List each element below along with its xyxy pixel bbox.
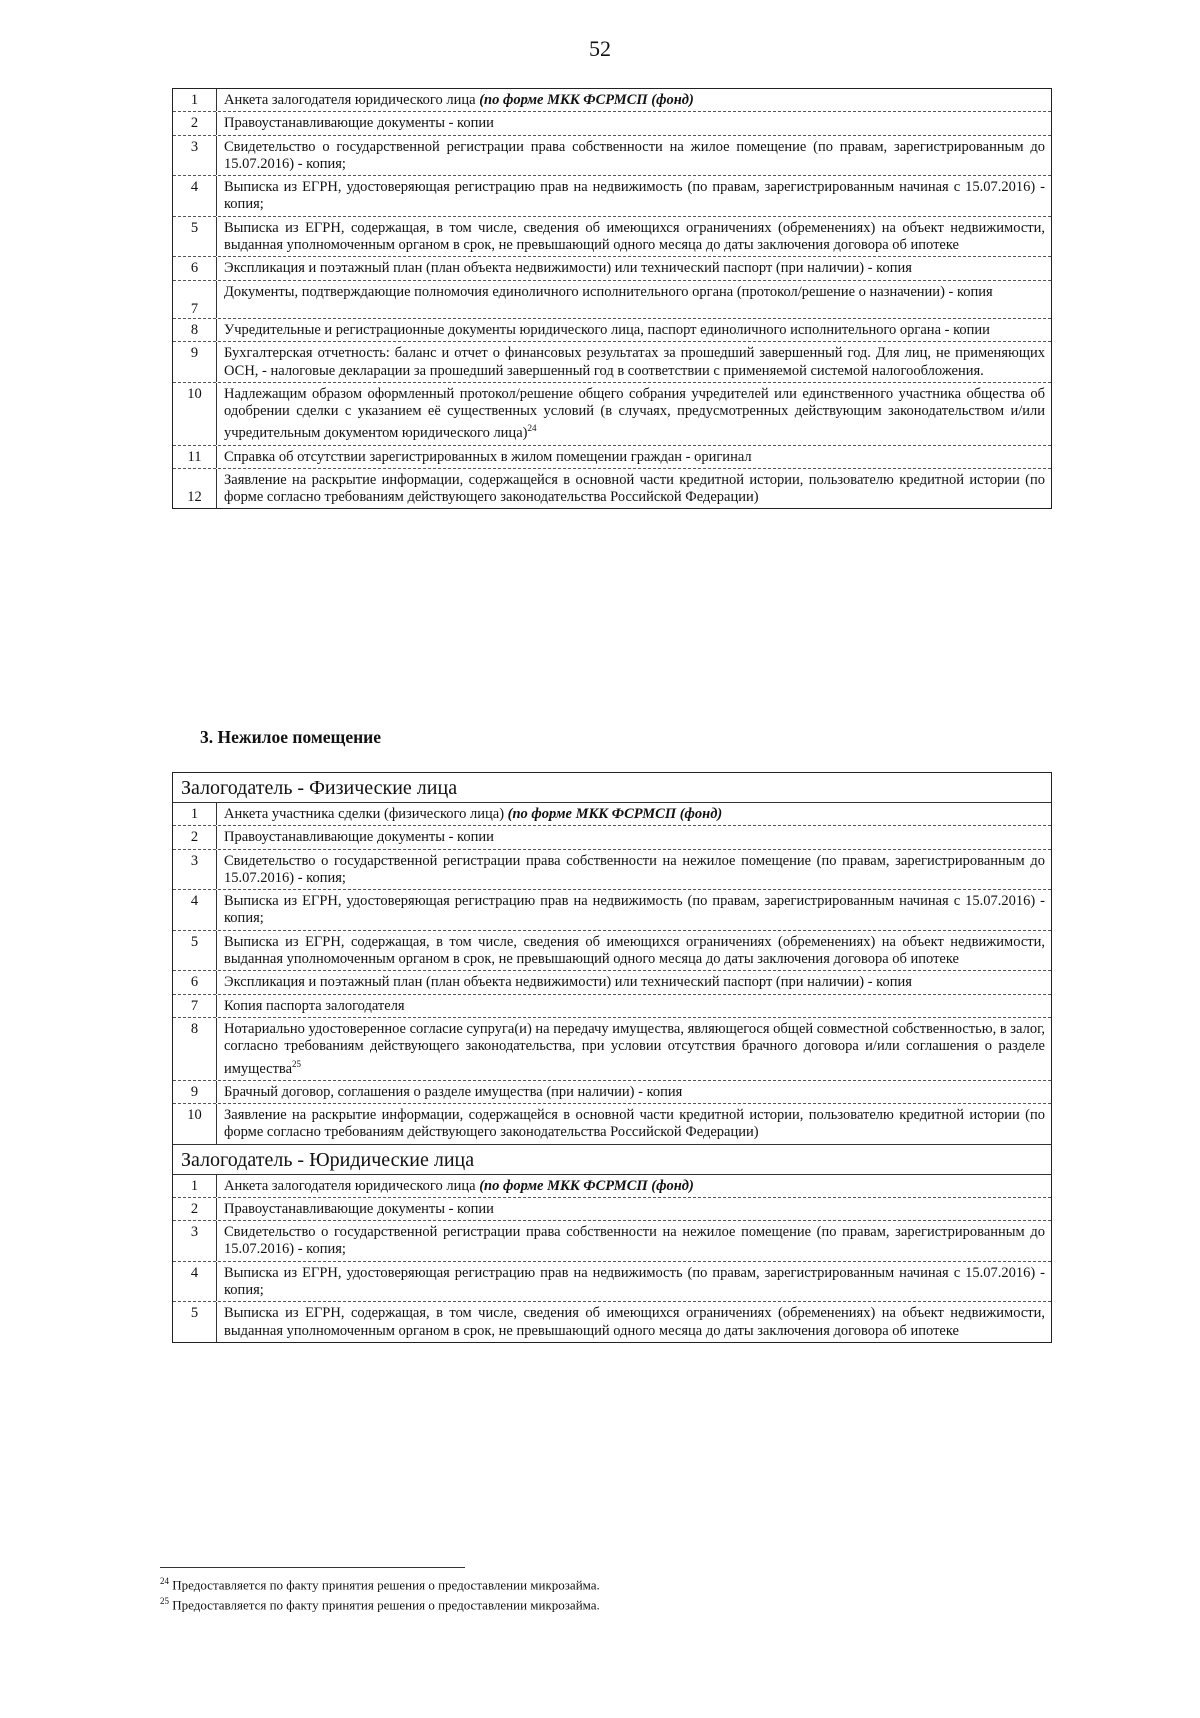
table-row (173, 1302, 1051, 1342)
table-row (173, 1221, 1051, 1262)
row-number: 1 (173, 803, 217, 825)
row-text: Анкета участника сделки (физического лица) (по форме МКК ФСРМСП (фонд) (224, 806, 723, 822)
footnote-separator (160, 1567, 465, 1568)
row-number: 10 (173, 1104, 217, 1144)
row-number: 4 (173, 1262, 217, 1302)
table-row (173, 971, 1051, 994)
table-row (173, 931, 1051, 972)
row-text: Бухгалтерская отчетность: баланс и отчет о финансовых результатах за прошедший завершенный год. Для лиц, не применяющих ОСН, - налоговые декларации за прошедший завершенный год в соответствии с применяемой системой налогообложения. (224, 345, 1045, 379)
row-text: Анкета залогодателя юридического лица (по форме МКК ФСРМСП (фонд) (224, 92, 694, 108)
table-row (173, 1262, 1051, 1303)
table-row (173, 850, 1051, 891)
table-row (173, 136, 1051, 177)
row-text: Выписка из ЕГРН, удостоверяющая регистрацию прав на недвижимость (по правам, зарегистрированным начиная с 15.07.2016) - копия; (224, 893, 1045, 927)
row-text: Заявление на раскрытие информации, содержащейся в основной части кредитной истории, пользователю кредитной истории (по форме согласно требованиям действующего законодательства Российской Федерации) (224, 471, 1045, 506)
table-row (173, 112, 1051, 135)
row-number: 10 (173, 383, 217, 445)
row-text: Выписка из ЕГРН, удостоверяющая регистрацию прав на недвижимость (по правам, зарегистрированным начиная с 15.07.2016) - копия; (224, 179, 1045, 213)
row-number: 3 (173, 850, 217, 890)
row-number: 6 (173, 971, 217, 993)
row-number: 5 (173, 931, 217, 971)
table-row (173, 383, 1051, 446)
row-number: 6 (173, 257, 217, 279)
row-number: 2 (173, 826, 217, 848)
row-text: Свидетельство о государственной регистрации права собственности на жилое помещение (по правам, зарегистрированным до 15.07.2016) - копия; (224, 138, 1045, 172)
row-number: 4 (173, 890, 217, 930)
table-row (173, 1175, 1051, 1198)
row-text: Выписка из ЕГРН, содержащая, в том числе, сведения об имеющихся ограничениях (обременениях) на объект недвижимости, выданная уполномоченным органом в срок, не превышающий одного месяца до даты заключения договора об ипотеке (224, 219, 1045, 254)
row-text: Надлежащим образом оформленный протокол/решение общего собрания учредителей или единственного участника общества об одобрении сделки с указанием её существенных условий (в случаях, предусмотренных действующим законодательством и/или учредительным документом юридического лица)$^{24}$ (224, 385, 1045, 442)
row-number: 4 (173, 176, 217, 216)
table-row (173, 1104, 1051, 1145)
table-row (173, 803, 1051, 826)
documents-table-residential (172, 88, 1052, 509)
row-text: Выписка из ЕГРН, удостоверяющая регистрацию прав на недвижимость (по правам, зарегистрированным начиная с 15.07.2016) - копия; (224, 1264, 1045, 1299)
section-title: 3. Нежилое помещение (200, 727, 382, 747)
table-row (173, 1081, 1051, 1104)
row-number: 3 (173, 1221, 217, 1261)
table-row (173, 342, 1051, 383)
table-row (173, 1018, 1051, 1081)
row-text: Экспликация и поэтажный план (план объекта недвижимости) или технический паспорт (при наличии) - копия (224, 260, 912, 277)
table-row (173, 890, 1051, 931)
row-number: 1 (173, 89, 217, 111)
table-row (173, 319, 1051, 342)
row-number: 2 (173, 1198, 217, 1220)
row-text: Заявление на раскрытие информации, содержащейся в основной части кредитной истории, пользователю кредитной истории (по форме согласно требованиям действующего законодательства Российской Федерации) (224, 1106, 1045, 1141)
row-text: Правоустанавливающие документы - копии (224, 115, 494, 132)
group-header-individuals: Залогодатель - Физические лица (173, 773, 1051, 803)
table-row (173, 257, 1051, 280)
row-text: Свидетельство о государственной регистрации права собственности на нежилое помещение (по правам, зарегистрированным до 15.07.2016) - копия; (224, 852, 1045, 886)
row-number: 3 (173, 136, 217, 176)
row-text: Документы, подтверждающие полномочия единоличного исполнительного органа (протокол/решение о назначении) - копия (224, 283, 993, 300)
row-text: Правоустанавливающие документы - копии (224, 1200, 494, 1217)
row-text: Справка об отсутствии зарегистрированных в жилом помещении граждан - оригинал (224, 448, 752, 465)
row-text: Выписка из ЕГРН, содержащая, в том числе, сведения об имеющихся ограничениях (обременениях) на объект недвижимости, выданная уполномоченным органом в срок, не превышающий одного месяца до даты заключения договора об ипотеке (224, 1305, 1045, 1339)
row-text: Экспликация и поэтажный план (план объекта недвижимости) или технический паспорт (при наличии) - копия (224, 974, 912, 991)
table-row (173, 469, 1051, 509)
row-number: 9 (173, 342, 217, 382)
table-row (173, 281, 1051, 319)
row-text: Брачный договор, соглашения о разделе имущества (при наличии) - копия (224, 1083, 683, 1100)
row-number: 9 (173, 1081, 217, 1103)
row-number: 5 (173, 217, 217, 257)
row-text: Копия паспорта залогодателя (224, 997, 405, 1014)
footnote-25: $^{25}$ Предоставляется по факту принятия решения о предоставлении микрозайма. (160, 1596, 600, 1613)
row-text: Правоустанавливающие документы - копии (224, 829, 494, 846)
table-row (173, 446, 1051, 469)
group-header-legal-entities: Залогодатель - Юридические лица (173, 1145, 1051, 1175)
row-text: Нотариально удостоверенное согласие супруга(и) на передачу имущества, являющегося общей совместной собственностью, в залог, согласно требованиям действующего законодательства, при условии отсутствия брачного договора и/или соглашения о разделе имущества$^{25}$ (224, 1020, 1046, 1077)
row-number: 12 (173, 469, 217, 509)
table-row (173, 176, 1051, 217)
row-number: 8 (173, 319, 217, 341)
table-row (173, 826, 1051, 849)
documents-table-nonresidential (172, 772, 1052, 1343)
row-number: 2 (173, 112, 217, 134)
row-text: Свидетельство о государственной регистрации права собственности на нежилое помещение (по правам, зарегистрированным до 15.07.2016) - копия; (224, 1224, 1045, 1258)
table-row (173, 1198, 1051, 1221)
row-number: 5 (173, 1302, 217, 1342)
table-row (173, 217, 1051, 258)
row-number: 1 (173, 1175, 217, 1197)
page-number: 52 (589, 36, 611, 61)
row-text: Анкета залогодателя юридического лица (по форме МКК ФСРМСП (фонд) (224, 1177, 694, 1194)
row-text: Выписка из ЕГРН, содержащая, в том числе, сведения об имеющихся ограничениях (обременениях) на объект недвижимости, выданная уполномоченным органом в срок, не превышающий одного месяца до даты заключения договора об ипотеке (224, 933, 1045, 968)
table-row (173, 89, 1051, 112)
row-text: Учредительные и регистрационные документы юридического лица, паспорт единоличного исполнительного органа - копии (224, 321, 990, 338)
row-number: 7 (173, 281, 217, 318)
row-number: 7 (173, 995, 217, 1017)
table-row (173, 995, 1051, 1018)
row-number: 8 (173, 1018, 217, 1080)
row-number: 11 (173, 446, 217, 468)
footnote-24: $^{24}$ Предоставляется по факту принятия решения о предоставлении микрозайма. (160, 1576, 600, 1593)
